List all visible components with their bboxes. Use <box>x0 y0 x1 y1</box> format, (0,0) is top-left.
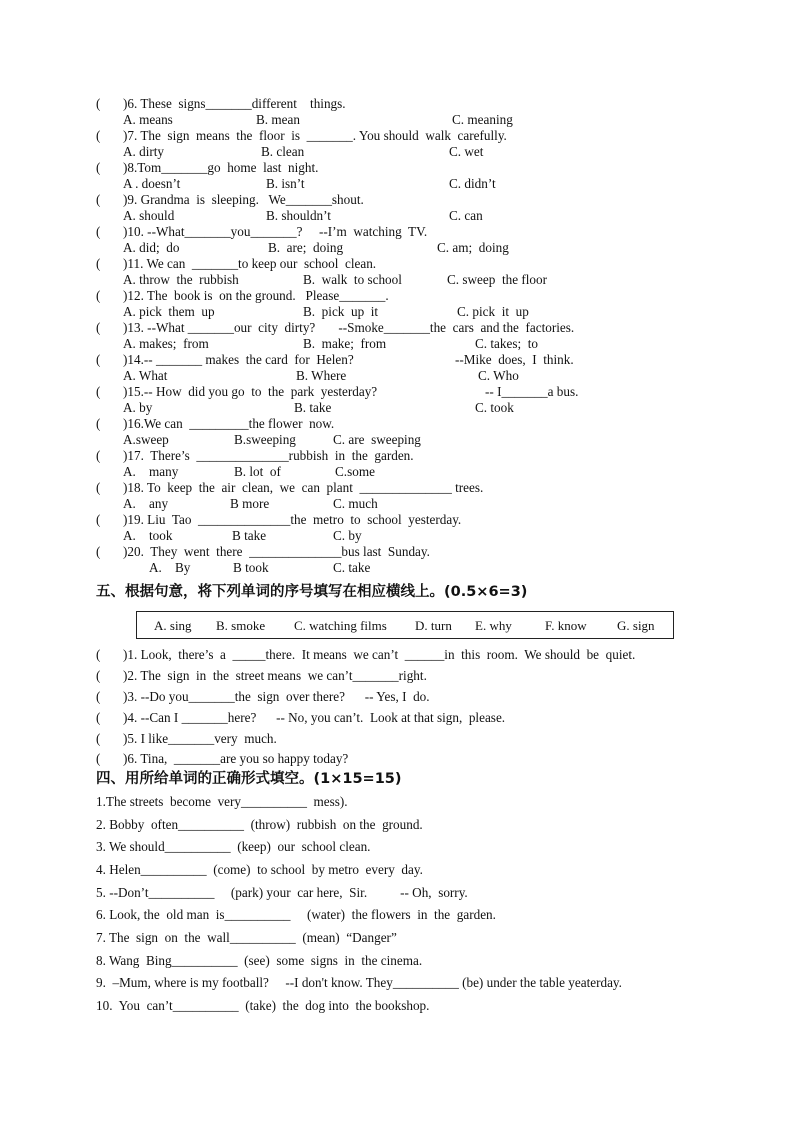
answer-option: A. should <box>123 208 175 223</box>
answer-option: B. mean <box>256 112 300 127</box>
answer-option: B. make; from <box>303 336 387 351</box>
fill-question: 4. Helen__________ (come) to school by metro every day. <box>96 862 423 877</box>
word-bank-item: D. turn <box>415 618 452 633</box>
answer-option: A. By <box>149 560 191 575</box>
answer-option: C. take <box>333 560 371 575</box>
answer-paren: ( <box>96 512 101 527</box>
answer-paren: ( <box>96 480 101 495</box>
answer-option: B. shouldn’t <box>266 208 331 223</box>
answer-option: B took <box>233 560 269 575</box>
answer-paren: ( <box>96 647 101 662</box>
answer-option: B. take <box>294 400 332 415</box>
answer-option: C. can <box>449 208 483 223</box>
answer-option: A . doesn’t <box>123 176 181 191</box>
answer-option: A. by <box>123 400 153 415</box>
answer-option: A.sweep <box>123 432 169 447</box>
answer-option: B take <box>232 528 267 543</box>
question-stem: )19. Liu Tao ______________the metro to school yesterday. <box>123 512 462 527</box>
answer-option: C. didn’t <box>449 176 496 191</box>
fill-question: 1.The streets become very__________ mess). <box>96 794 348 809</box>
answer-paren: ( <box>96 544 101 559</box>
fill-question: 2. Bobby often__________ (throw) rubbish on the ground. <box>96 817 423 832</box>
answer-option: C. pick it up <box>457 304 529 319</box>
word-bank-box <box>136 611 674 639</box>
fill-question: )1. Look, there’s a _____there. It means we can’t ______in this room. We should be quiet. <box>123 647 636 662</box>
answer-option: A. did; do <box>123 240 180 255</box>
answer-option: B. lot of <box>234 464 281 479</box>
question-stem: )17. There’s ______________rubbish in the garden. <box>123 448 414 463</box>
answer-option: C. meaning <box>452 112 513 127</box>
word-bank-item: F. know <box>545 618 587 633</box>
answer-option: B. isn’t <box>266 176 305 191</box>
answer-option: C. takes; to <box>475 336 539 351</box>
answer-option: A. pick them up <box>123 304 215 319</box>
fill-question: )4. --Can I _______here? -- No, you can’t. Look at that sign, please. <box>123 710 506 725</box>
answer-paren: ( <box>96 384 101 399</box>
question-stem: )20. They went there ______________bus last Sunday. <box>123 544 430 559</box>
question-stem-reply: -- I_______a bus. <box>485 384 579 399</box>
answer-paren: ( <box>96 160 101 175</box>
word-bank-item: G. sign <box>617 618 655 633</box>
question-stem: )11. We can _______to keep our school clean. <box>123 256 377 271</box>
answer-paren: ( <box>96 96 101 111</box>
answer-option: A. many <box>123 464 179 479</box>
answer-option: C. sweep the floor <box>447 272 547 287</box>
section-heading: 四、用所给单词的正确形式填空。(1×15=15) <box>96 771 402 787</box>
answer-option: C. am; doing <box>437 240 509 255</box>
answer-option: A. took <box>123 528 173 543</box>
answer-option: B. pick up it <box>303 304 379 319</box>
answer-paren: ( <box>96 256 101 271</box>
answer-paren: ( <box>96 320 101 335</box>
answer-option: A. throw the rubbish <box>123 272 239 287</box>
fill-question: 8. Wang Bing__________ (see) some signs in the cinema. <box>96 953 423 968</box>
question-stem: )13. --What _______our city dirty? --Smoke_______the cars and the factories. <box>123 320 575 335</box>
fill-question: 6. Look, the old man is__________ (water) the flowers in the garden. <box>96 907 496 922</box>
fill-question: )5. I like_______very much. <box>123 731 277 746</box>
answer-option: B more <box>230 496 270 511</box>
answer-option: A. dirty <box>123 144 165 159</box>
answer-option: C. wet <box>449 144 484 159</box>
answer-paren: ( <box>96 352 101 367</box>
question-stem: )12. The book is on the ground. Please_______. <box>123 288 389 303</box>
question-stem: )7. The sign means the floor is _______. You should walk carefully. <box>123 128 507 143</box>
answer-paren: ( <box>96 751 101 766</box>
fill-question: 5. --Don’t__________ (park) your car here, Sir. -- Oh, sorry. <box>96 885 468 900</box>
answer-option: A. What <box>123 368 168 383</box>
answer-paren: ( <box>96 416 101 431</box>
answer-option: B. are; doing <box>268 240 344 255</box>
question-stem: )18. To keep the air clean, we can plant ______________ trees. <box>123 480 484 495</box>
answer-paren: ( <box>96 668 101 683</box>
question-stem-reply: --Mike does, I think. <box>455 352 574 367</box>
fill-question: )3. --Do you_______the sign over there? -- Yes, I do. <box>123 689 430 704</box>
answer-paren: ( <box>96 224 101 239</box>
answer-paren: ( <box>96 448 101 463</box>
word-bank-item: E. why <box>475 618 512 633</box>
answer-option: B. Where <box>296 368 347 383</box>
answer-option: A. makes; from <box>123 336 209 351</box>
word-bank-item: B. smoke <box>216 618 266 633</box>
word-bank-item: C. watching films <box>294 618 387 633</box>
answer-option: C. took <box>475 400 514 415</box>
answer-paren: ( <box>96 689 101 704</box>
answer-paren: ( <box>96 128 101 143</box>
question-stem: )14.-- _______ makes the card for Helen? <box>123 352 354 367</box>
word-bank-item: A. sing <box>154 618 192 633</box>
question-stem: )15.-- How did you go to the park yesterday? <box>123 384 378 399</box>
fill-question: )2. The sign in the street means we can’t_______right. <box>123 668 427 683</box>
answer-option: C. by <box>333 528 362 543</box>
fill-question: 9. –Mum, where is my football? --I don't know. They__________ (be) under the table yeaterday. <box>96 975 622 990</box>
question-stem: )9. Grandma is sleeping. We_______shout. <box>123 192 364 207</box>
answer-paren: ( <box>96 192 101 207</box>
answer-paren: ( <box>96 288 101 303</box>
answer-option: C.some <box>335 464 375 479</box>
answer-option: A. means <box>123 112 173 127</box>
answer-option: B. walk to school <box>303 272 402 287</box>
answer-option: C. Who <box>478 368 519 383</box>
fill-question: )6. Tina, _______are you so happy today? <box>123 751 349 766</box>
answer-option: C. much <box>333 496 378 511</box>
question-stem: )10. --What_______you_______? --I’m watching TV. <box>123 224 428 239</box>
question-stem: )6. These signs_______different things. <box>123 96 346 111</box>
answer-option: C. are sweeping <box>333 432 421 447</box>
fill-question: 7. The sign on the wall__________ (mean) “Danger” <box>96 930 397 945</box>
question-stem: )16.We can _________the flower now. <box>123 416 335 431</box>
section-heading: 五、根据句意，将下列单词的序号填写在相应横线上。(0.5×6=3) <box>96 584 528 600</box>
answer-paren: ( <box>96 731 101 746</box>
answer-paren: ( <box>96 710 101 725</box>
answer-option: A. any <box>123 496 169 511</box>
fill-question: 3. We should__________ (keep) our school clean. <box>96 839 371 854</box>
answer-option: B. clean <box>261 144 305 159</box>
fill-question: 10. You can’t__________ (take) the dog into the bookshop. <box>96 998 430 1013</box>
answer-option: B.sweeping <box>234 432 296 447</box>
question-stem: )8.Tom_______go home last night. <box>123 160 319 175</box>
